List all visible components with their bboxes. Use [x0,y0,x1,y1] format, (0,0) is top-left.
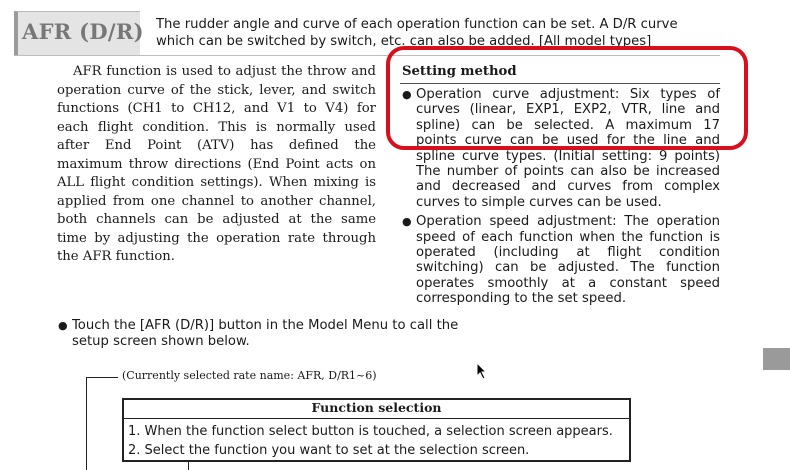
diagram-vertical-line [86,377,87,470]
instruction-body: Touch the [AFR (D/R)] button in the Model Menu to call the setup screen shown below. [72,318,459,349]
bullet-text: Operation curve adjustment: Six types of curves (linear, EXP1, EXP2, VTR, line and spline) can be selected. A maximum 17 points curve can be used for the line and spline curve types. (Initial setting: 9 points) The number of points can also be increased and decreased and curves from complex curves to simple curves can be used. [416,87,720,210]
header-divider [14,55,720,56]
bullet-icon: ● [402,215,412,229]
afr-description-paragraph: AFR function is used to adjust the throw and operation curve of the stick, lever, and switch functions (CH1 to CH12, and V1 to V4) for each flight condition. This is normally used after End Point (ATV) has defined the maximum throw directions (End Point acts on ALL flight condition settings). When mixing is applied from one channel to another channel, both channels can be adjusted at the same time by adjusting the operation rate through the AFR function. [57,64,376,264]
list-item-speed-adjustment [402,214,720,306]
rate-name-note: (Currently selected rate name: AFR, D/R1~6) [122,369,377,382]
function-selection-divider [124,418,629,419]
mouse-cursor-icon [476,362,488,380]
bullet-text: Operation speed adjustment: The operation speed of each function when the function is operated (including at flight condition switching) can be adjusted. The function operates smoothly at a constant speed corresponding to the set speed. [416,214,720,307]
list-item-curve-adjustment [402,87,720,210]
setting-method-divider [400,83,720,84]
bullet-icon: ● [58,319,68,332]
function-selection-step-1: 1. When the function select button is touched, a selection screen appears. [128,424,613,439]
header-description-line-2: which can be switched by switch, etc. can also be added. [All model types] [156,34,652,49]
setting-method-list [402,87,720,311]
instruction-text [58,318,492,350]
function-selection-title: Function selection [311,400,442,415]
diagram-leader-line [86,377,118,378]
page-side-tab [763,348,790,370]
header-description [156,16,726,50]
setting-method-heading: Setting method [402,64,517,79]
diagram-tick-line [188,462,189,470]
header-description-line-1: The rudder angle and curve of each operation function can be set. A D/R curve [156,17,678,32]
section-title: AFR (D/R) [22,19,144,44]
bullet-icon: ● [402,88,412,101]
function-selection-step-2: 2. Select the function you want to set at the selection screen. [128,443,530,458]
